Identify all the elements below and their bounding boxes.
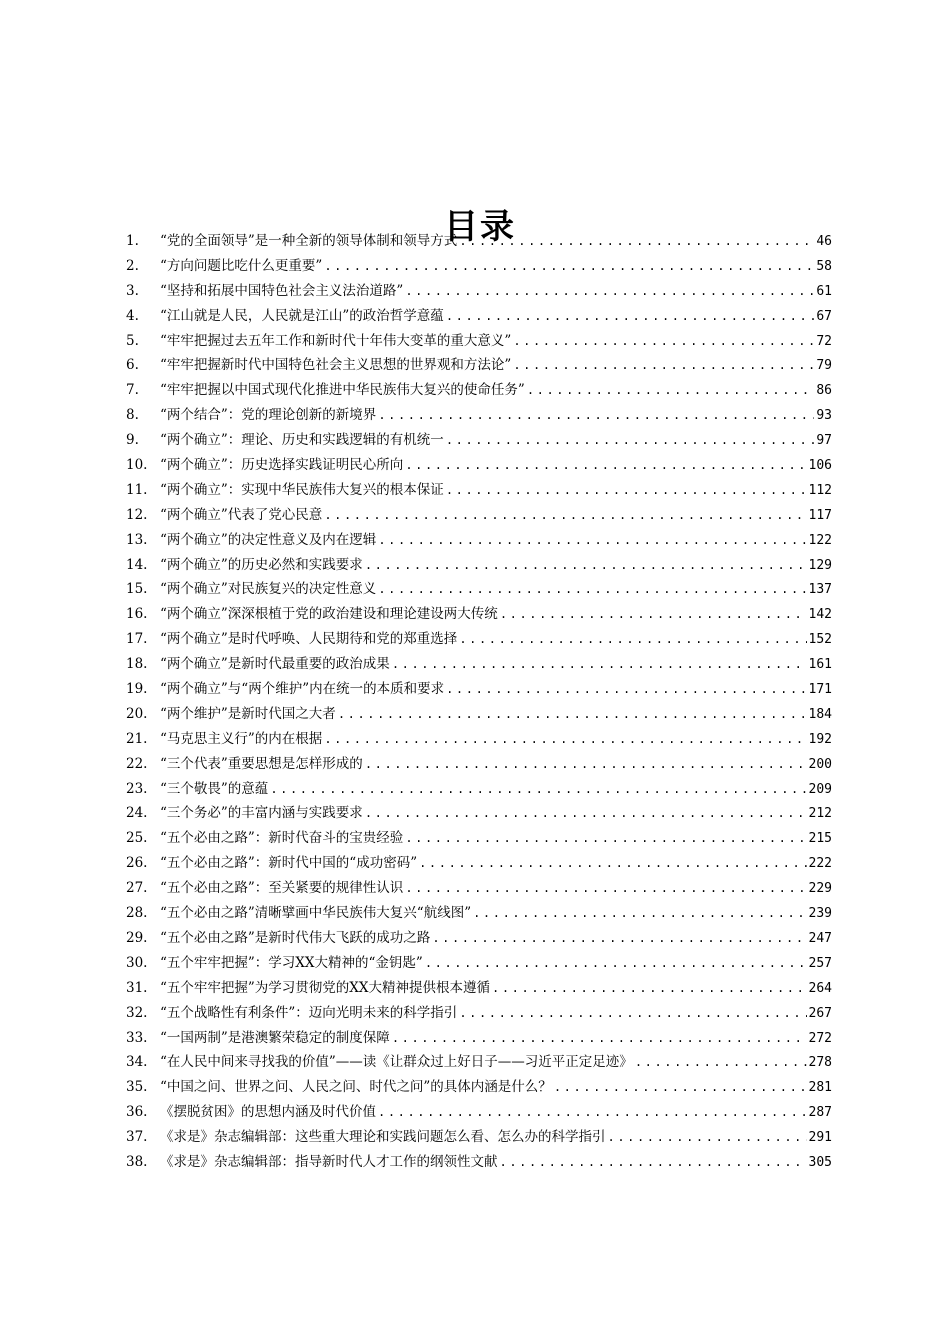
toc-entry[interactable] — [126, 378, 832, 403]
toc-entry-number: 10. — [126, 457, 148, 474]
toc-entry-page: 46 — [816, 234, 832, 249]
toc-dot-leader — [432, 926, 806, 951]
toc-entry-number: 38. — [126, 1153, 148, 1170]
toc-dot-leader — [405, 876, 806, 901]
toc-entry-page: 72 — [816, 333, 832, 349]
toc-entry-title: 《摆脱贫困》的思想内涵及时代价值 — [160, 1104, 376, 1121]
toc-dot-leader — [324, 503, 806, 528]
toc-entry-number: 19. — [126, 681, 148, 698]
toc-entry[interactable] — [126, 1001, 832, 1026]
toc-entry[interactable] — [126, 702, 832, 727]
toc-entry-number: 32. — [126, 1004, 148, 1021]
toc-entry-number: 27. — [126, 880, 148, 897]
toc-entry-number: 20. — [126, 705, 148, 722]
toc-entry-title: “五个必由之路”：至关紧要的规律性认识 — [160, 880, 404, 897]
toc-entry[interactable] — [126, 279, 832, 304]
toc-dot-leader — [473, 901, 806, 926]
toc-dot-leader — [446, 428, 815, 453]
toc-entry-page: 264 — [808, 980, 832, 996]
toc-dot-leader — [500, 1150, 807, 1175]
toc-entry-number: 5. — [126, 332, 139, 349]
toc-entry-number: 24. — [126, 805, 148, 822]
toc-entry[interactable] — [126, 677, 832, 702]
toc-dot-leader — [419, 851, 806, 876]
toc-entry-page: 272 — [808, 1030, 832, 1046]
toc-entry[interactable] — [126, 801, 832, 826]
toc-entry[interactable] — [126, 1026, 832, 1051]
toc-entry-page: 79 — [816, 358, 832, 374]
toc-entry-page: 97 — [816, 433, 832, 449]
toc-entry-title: “两个确立”对民族复兴的决定性意义 — [160, 581, 377, 598]
toc-dot-leader — [392, 1026, 807, 1051]
toc-entry-title: “马克思主义行”的内在根据 — [160, 730, 323, 747]
toc-entry[interactable] — [126, 826, 832, 851]
toc-entry-title: “一国两制”是港澳繁荣稳定的制度保障 — [160, 1029, 390, 1046]
toc-dot-leader — [405, 826, 806, 851]
toc-entry-page: 257 — [808, 955, 832, 971]
toc-entry[interactable] — [126, 926, 832, 951]
toc-entry-number: 35. — [126, 1079, 148, 1096]
toc-dot-leader — [500, 602, 807, 627]
toc-entry-title: “两个确立”是新时代最重要的政治成果 — [160, 656, 390, 673]
toc-entry-page: 209 — [808, 781, 832, 797]
toc-entry[interactable] — [126, 1075, 832, 1100]
toc-entry[interactable] — [126, 553, 832, 578]
toc-entry-title: “两个确立”的决定性意义及内在逻辑 — [160, 531, 377, 548]
toc-entry-title: “两个确立”：实现中华民族伟大复兴的根本保证 — [160, 481, 444, 498]
toc-entry[interactable] — [126, 428, 832, 453]
toc-entry[interactable] — [126, 403, 832, 428]
toc-entry-number: 7. — [126, 382, 139, 399]
toc-entry-number: 3. — [126, 282, 139, 299]
toc-entry-number: 25. — [126, 830, 148, 847]
toc-dot-leader — [378, 403, 814, 428]
toc-entry-title: “牢牢把握新时代中国特色社会主义思想的世界观和方法论” — [160, 357, 512, 374]
toc-entry[interactable] — [126, 1125, 832, 1150]
toc-dot-leader — [459, 1001, 806, 1026]
toc-entry-number: 1. — [126, 233, 139, 249]
toc-dot-leader — [554, 1075, 807, 1100]
toc-dot-leader — [270, 777, 806, 802]
toc-entry-title: “两个结合”：党的理论创新的新境界 — [160, 407, 377, 424]
toc-entry-title: “在人民中间来寻找我的价值”——读《让群众过上好日子——习近平正定足迹》 — [160, 1054, 633, 1071]
toc-entry[interactable] — [126, 229, 832, 254]
table-of-contents — [126, 229, 832, 1175]
toc-entry-number: 4. — [126, 307, 139, 324]
toc-entry-title: “五个必由之路”：新时代奋斗的宝贵经验 — [160, 830, 404, 847]
toc-dot-leader — [459, 229, 814, 254]
toc-entry-number: 29. — [126, 929, 148, 946]
toc-dot-leader — [513, 329, 814, 354]
toc-entry-title: “两个确立”：理论、历史和实践逻辑的有机统一 — [160, 432, 444, 449]
toc-entry-number: 18. — [126, 656, 148, 673]
toc-entry-title: “两个确立”代表了党心民意 — [160, 506, 323, 523]
toc-entry-title: “五个牢牢把握”为学习贯彻党的XX大精神提供根本遵循 — [160, 979, 491, 996]
toc-entry[interactable] — [126, 627, 832, 652]
toc-entry-title: “江山就是人民，人民就是江山”的政治哲学意蕴 — [160, 307, 444, 324]
toc-entry-page: 106 — [808, 458, 832, 474]
toc-entry-page: 239 — [808, 906, 832, 922]
toc-entry-number: 36. — [126, 1104, 148, 1121]
toc-entry[interactable] — [126, 453, 832, 478]
toc-entry-page: 171 — [808, 682, 832, 698]
toc-entry-number: 12. — [126, 506, 148, 523]
toc-entry-title: “两个确立”深深根植于党的政治建设和理论建设两大传统 — [160, 606, 498, 623]
toc-entry-title: “党的全面领导”是一种全新的领导体制和领导方式 — [160, 233, 458, 249]
toc-entry-number: 30. — [126, 954, 148, 971]
toc-dot-leader — [378, 577, 806, 602]
toc-entry-title: 《求是》杂志编辑部：这些重大理论和实践问题怎么看、怎么办的科学指引 — [160, 1129, 606, 1146]
toc-entry-number: 28. — [126, 905, 148, 922]
toc-entry-title: “方向问题比吃什么更重要” — [160, 257, 323, 274]
toc-entry[interactable] — [126, 976, 832, 1001]
toc-dot-leader — [365, 752, 807, 777]
toc-entry-page: 267 — [808, 1005, 832, 1021]
toc-entry-title: “牢牢把握以中国式现代化推进中华民族伟大复兴的使命任务” — [160, 382, 525, 399]
toc-entry[interactable] — [126, 304, 832, 329]
toc-entry[interactable] — [126, 851, 832, 876]
toc-entry[interactable] — [126, 752, 832, 777]
toc-dot-leader — [392, 652, 807, 677]
toc-entry-page: 67 — [816, 308, 832, 324]
toc-entry-number: 8. — [126, 407, 139, 424]
toc-entry-title: “中国之问、世界之问、人民之问、时代之问”的具体内涵是什么？ — [160, 1079, 552, 1096]
toc-entry-title: “两个确立”：历史选择实践证明民心所向 — [160, 457, 404, 474]
toc-dot-leader — [365, 801, 807, 826]
toc-entry[interactable] — [126, 1150, 832, 1175]
toc-entry[interactable] — [126, 254, 832, 279]
toc-dot-leader — [492, 976, 806, 1001]
toc-entry[interactable] — [126, 528, 832, 553]
toc-dot-leader — [405, 279, 814, 304]
toc-entry-number: 22. — [126, 755, 148, 772]
toc-entry[interactable] — [126, 503, 832, 528]
toc-entry-number: 31. — [126, 979, 148, 996]
toc-entry-number: 9. — [126, 432, 139, 449]
toc-entry[interactable] — [126, 1100, 832, 1125]
toc-entry-title: 《求是》杂志编辑部：指导新时代人才工作的纲领性文献 — [160, 1153, 498, 1170]
toc-entry-title: “两个维护”是新时代国之大者 — [160, 705, 336, 722]
toc-dot-leader — [378, 528, 806, 553]
toc-entry[interactable] — [126, 901, 832, 926]
toc-entry-number: 37. — [126, 1129, 148, 1146]
toc-entry-title: “三个务必”的丰富内涵与实践要求 — [160, 805, 363, 822]
toc-dot-leader — [635, 1050, 807, 1075]
toc-entry-page: 161 — [808, 657, 832, 673]
toc-entry-title: “两个确立”的历史必然和实践要求 — [160, 556, 363, 573]
toc-entry-title: “五个战略性有利条件”：迈向光明未来的科学指引 — [160, 1004, 458, 1021]
toc-entry-number: 14. — [126, 556, 148, 573]
toc-entry-number: 15. — [126, 581, 148, 598]
toc-entry[interactable] — [126, 1050, 832, 1075]
toc-entry-page: 58 — [816, 258, 832, 274]
toc-entry-page: 247 — [808, 930, 832, 946]
toc-entry-page: 287 — [808, 1105, 832, 1121]
toc-dot-leader — [446, 677, 806, 702]
toc-entry-number: 11. — [126, 481, 148, 498]
toc-entry-page: 278 — [808, 1055, 832, 1071]
toc-entry-title: “五个必由之路”清晰擘画中华民族伟大复兴“航线图” — [160, 905, 472, 922]
toc-entry-title: “两个确立”与“两个维护”内在统一的本质和要求 — [160, 681, 445, 698]
toc-entry-title: “五个牢牢把握”：学习XX大精神的“金钥匙” — [160, 954, 423, 971]
toc-dot-leader — [365, 553, 807, 578]
toc-entry-number: 33. — [126, 1029, 148, 1046]
toc-entry-number: 21. — [126, 730, 148, 747]
toc-entry-title: “三个敬畏”的意蕴 — [160, 780, 269, 797]
toc-entry-page: 222 — [808, 856, 832, 872]
toc-entry-page: 192 — [808, 731, 832, 747]
toc-entry-page: 117 — [808, 507, 832, 523]
toc-entry[interactable] — [126, 727, 832, 752]
toc-entry-number: 17. — [126, 631, 148, 648]
toc-entry-page: 86 — [816, 383, 832, 399]
toc-entry[interactable] — [126, 577, 832, 602]
toc-entry-number: 6. — [126, 357, 139, 374]
toc-dot-leader — [324, 254, 814, 279]
toc-entry-page: 281 — [808, 1080, 832, 1096]
toc-entry-page: 291 — [808, 1130, 832, 1146]
toc-dot-leader — [446, 478, 807, 503]
toc-entry-title: “两个确立”是时代呼唤、人民期待和党的郑重选择 — [160, 631, 458, 648]
toc-entry[interactable] — [126, 602, 832, 627]
toc-dot-leader — [513, 353, 814, 378]
toc-entry-page: 122 — [808, 532, 832, 548]
toc-entry-page: 215 — [808, 831, 832, 847]
toc-dot-leader — [459, 627, 806, 652]
toc-entry-page: 112 — [808, 482, 832, 498]
toc-entry-number: 34. — [126, 1054, 148, 1071]
toc-entry-page: 212 — [808, 806, 832, 822]
toc-entry-page: 129 — [808, 557, 832, 573]
toc-entry-number: 26. — [126, 855, 148, 872]
page-title: 目录 — [444, 206, 516, 247]
toc-entry[interactable] — [126, 329, 832, 354]
toc-entry-title: “牢牢把握过去五年工作和新时代十年伟大变革的重大意义” — [160, 332, 512, 349]
toc-dot-leader — [446, 304, 815, 329]
toc-entry-number: 16. — [126, 606, 148, 623]
toc-entry-title: “坚持和拓展中国特色社会主义法治道路” — [160, 282, 404, 299]
toc-entry-title: “五个必由之路”：新时代中国的“成功密码” — [160, 855, 418, 872]
toc-entry-title: “五个必由之路”是新时代伟大飞跃的成功之路 — [160, 929, 431, 946]
toc-entry[interactable] — [126, 353, 832, 378]
toc-entry-title: “三个代表”重要思想是怎样形成的 — [160, 755, 363, 772]
toc-dot-leader — [338, 702, 807, 727]
toc-entry[interactable] — [126, 876, 832, 901]
toc-entry[interactable] — [126, 951, 832, 976]
toc-entry-number: 2. — [126, 257, 139, 274]
toc-entry-page: 152 — [808, 632, 832, 648]
toc-dot-leader — [378, 1100, 807, 1125]
toc-dot-leader — [527, 378, 815, 403]
toc-entry-number: 13. — [126, 531, 148, 548]
toc-dot-leader — [425, 951, 807, 976]
toc-dot-leader — [608, 1125, 807, 1150]
toc-entry[interactable] — [126, 478, 832, 503]
toc-entry-page: 61 — [816, 283, 832, 299]
toc-entry-page: 184 — [808, 706, 832, 722]
toc-dot-leader — [324, 727, 806, 752]
toc-entry-page: 200 — [808, 756, 832, 772]
toc-entry-page: 137 — [808, 582, 832, 598]
toc-entry-page: 93 — [816, 408, 832, 424]
toc-entry[interactable] — [126, 652, 832, 677]
toc-dot-leader — [405, 453, 806, 478]
toc-entry-number: 23. — [126, 780, 148, 797]
toc-entry-page: 229 — [808, 881, 832, 897]
toc-entry-page: 142 — [808, 607, 832, 623]
toc-entry-page: 305 — [808, 1154, 832, 1170]
toc-entry[interactable] — [126, 777, 832, 802]
